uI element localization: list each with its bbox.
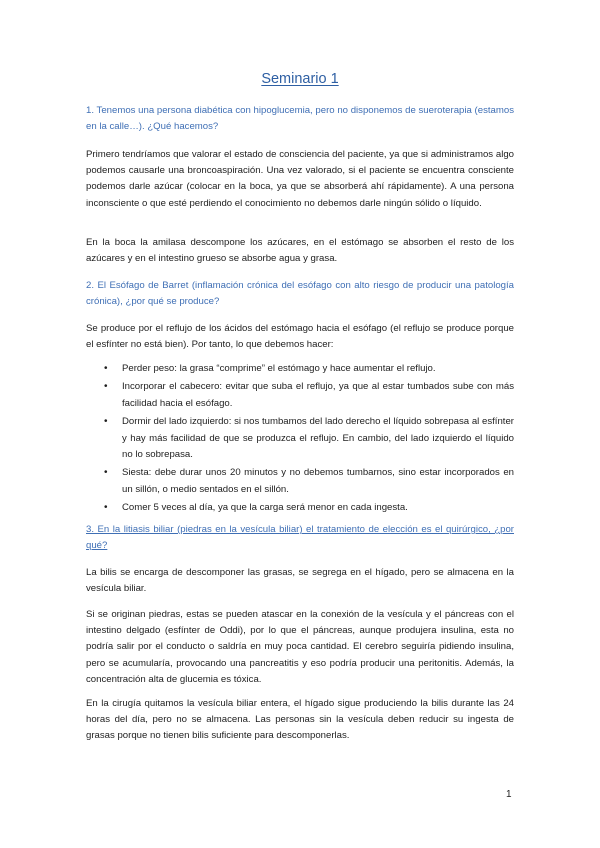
list-item-text: Dormir del lado izquierdo: si nos tumbamos del lado derecho el líquido sobrepasa al esfínter y hay más facilidad de que se produzca el reflujo. En cambio, del lado izquierdo el líquido no lo sobrepasa. (122, 416, 514, 461)
list-item (86, 361, 514, 377)
list-item (86, 414, 514, 463)
list-item-text: Comer 5 veces al día, ya que la carga será menor en cada ingesta. (122, 502, 408, 514)
answer-1-paragraph-1: Primero tendríamos que valorar el estado de consciencia del paciente, ya que si administramos algo podemos causarle una broncoaspiración. Una vez valorado, si el paciente se encuentra consciente podemos darle azúcar (colocar en la boca, ya que se absorberá ahí rápidamente). A una persona inconsciente o que esté perdiendo el conocimiento no debemos darle ningún sólido o líquido. (86, 149, 514, 209)
question-2: 2. El Esófago de Barret (inflamación crónica del esófago con alto riesgo de producir una patología crónica), ¿por qué se produce? (86, 280, 514, 307)
answer-2-paragraph-1: Se produce por el reflujo de los ácidos del estómago hacia el esófago (el reflujo se produce porque el esfínter no está bien). Por tanto, lo que debemos hacer: (86, 323, 514, 351)
list-item-text: Incorporar el cabecero: evitar que suba el reflujo, ya que al estar tumbados sube con más facilidad hacia el esófago. (122, 381, 514, 409)
answer-1-paragraph-2: En la boca la amilasa descompone los azúcares, en el estómago se absorben el resto de los azúcares y en el intestino grueso se absorbe agua y grasa. (86, 237, 514, 265)
question-3: 3. En la litiasis biliar (piedras en la vesícula biliar) el tratamiento de elección es el quirúrgico, ¿por qué? (86, 524, 514, 551)
list-item (86, 500, 514, 516)
page-number: 1 (506, 789, 512, 800)
recommendations-list (86, 361, 514, 519)
list-item (86, 465, 514, 498)
page-title: Seminario 1 (261, 71, 339, 87)
answer-3-paragraph-2: Si se originan piedras, estas se pueden atascar en la conexión de la vesícula y el páncreas con el intestino delgado (esfínter de Oddi), por lo que el páncreas, aunque produjera insulina, esta no podría salir por el conducto o saldría en muy poca cantidad. El cerebro seguiría pidiendo insulina, pero se acumularía, provocando una pancreatitis y eso podría producir una peritonitis. Además, la concentración alta de glucemia es tóxica. (86, 609, 514, 685)
bullet-icon: • (104, 502, 108, 514)
bullet-icon: • (104, 467, 108, 479)
bullet-icon: • (104, 416, 108, 428)
bullet-icon: • (104, 363, 108, 374)
list-item-text: Perder peso: la grasa “comprime” el estómago y hace aumentar el reflujo. (122, 363, 436, 374)
list-item-text: Siesta: debe durar unos 20 minutos y no debemos tumbarnos, sino estar incorporados en un sillón, o medio sentados en el sillón. (122, 467, 514, 495)
answer-3-paragraph-1: La bilis se encarga de descomponer las grasas, se segrega en el hígado, pero se almacena en la vesícula biliar. (86, 567, 514, 595)
list-item (86, 379, 514, 412)
question-1: 1. Tenemos una persona diabética con hipoglucemia, pero no disponemos de sueroterapia (estamos en la calle…). ¿Qué hacemos? (86, 105, 514, 132)
bullet-icon: • (104, 381, 108, 393)
answer-3-paragraph-3: En la cirugía quitamos la vesícula biliar entera, el hígado sigue produciendo la bilis durante las 24 horas del día, pero no se almacena. Las personas sin la vesícula deben reducir su ingesta de grasas porque no tienen bilis suficiente para descomponerlas. (86, 698, 514, 742)
